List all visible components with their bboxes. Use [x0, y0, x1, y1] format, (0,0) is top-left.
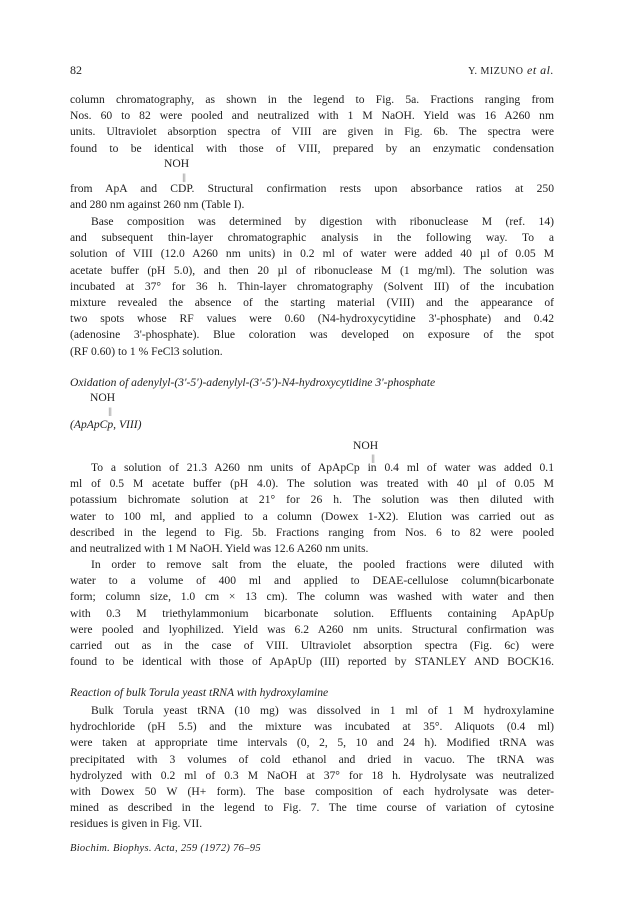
running-head-etal: et al.	[527, 63, 554, 77]
running-head-author: Y. MIZUNO	[468, 66, 524, 77]
text-line: potassium bichromate solution at 21° for 26 h. The solution was then diluted with	[70, 493, 554, 507]
text-line: acetate buffer (pH 5.0), and then 20 µl of ribonuclease M (1 mg/ml). The solution was	[70, 263, 554, 277]
text-line: units. Ultraviolet absorption spectra of VIII are given in Fig. 6b. The spectra were	[70, 125, 554, 139]
text-line: form; column size, 1.0 cm × 13 cm). The column was washed with water and then	[70, 590, 554, 604]
text-line: found to be identical with those of ApApUp (III) reported by STANLEY AND BOCK16.	[70, 655, 554, 669]
text-line: with Dowex 50 W (H+ form). The base composition of each hydrolysate was deter-	[70, 784, 554, 798]
text-line: incubated at 37° for 36 h. Thin-layer chromatography (Solvent III) of the incubation	[70, 279, 554, 293]
text-line: hydrochloride (pH 5.5) and the mixture was incubated at 35°. Aliquots (0.4 ml)	[70, 720, 554, 734]
section-subheading-compound: (ApApCp, VIII)	[70, 418, 142, 431]
paragraph-1-tail	[70, 181, 554, 213]
text-line: Nos. 60 to 82 were pooled and neutralized with 1 M NaOH. Yield was 16 A260 nm	[70, 109, 554, 123]
double-bond-mark: ||	[182, 172, 186, 182]
text-line: Base composition was determined by digestion with ribonuclease M (ref. 14)	[91, 215, 554, 228]
text-line: In order to remove salt from the eluate, the pooled fractions were diluted with	[91, 558, 554, 571]
text-line: found to be identical with those of VIII, prepared by an enzymatic condensation	[70, 141, 554, 155]
text-line: solution of VIII (12.0 A260 nm units) in 0.2 ml of water were added 40 µl of 0.05 M	[70, 247, 554, 261]
text-line: carried out as in the case of VIII. Ultraviolet absorption spectra (Fig. 6c) were	[70, 638, 554, 652]
section-heading-reaction: Reaction of bulk Torula yeast tRNA with hydroxylamine	[70, 686, 329, 699]
text-line: were pooled and lyophilized. Yield was 6.2 A260 nm units. Structural confirmation was	[70, 622, 554, 636]
text-line: two spots whose RF values were 0.60 (N4-hydroxycytidine 3'-phosphate) and 0.42	[70, 312, 554, 326]
text-line: described in the legend to Fig. 5b. Fractions ranging from Nos. 6 to 82 were pooled	[70, 525, 554, 539]
text-line: were taken at appropriate time intervals (0, 2, 5, 10 and 24 h). Modified tRNA was	[70, 736, 554, 750]
double-bond-mark: ||	[108, 406, 112, 416]
text-line: Bulk Torula yeast tRNA (10 mg) was dissolved in 1 ml of 1 M hydroxylamine	[91, 704, 554, 717]
paragraph-3	[70, 460, 554, 557]
text-line: and neutralized with 1 M NaOH. Yield was 12.6 A260 nm units.	[70, 541, 369, 555]
paragraph-2	[70, 214, 554, 360]
double-bond-mark: ||	[371, 453, 375, 463]
text-line: water to a volume of 400 ml and applied to DEAE-cellulose column(bicarbonate	[70, 574, 554, 588]
text-line: mined as described in the legend to Fig. 7. The time course of variation of cytosine	[70, 801, 554, 815]
paragraph-1	[70, 92, 554, 157]
journal-footer: Biochim. Biophys. Acta, 259 (1972) 76–95	[70, 843, 261, 854]
text-line: mixture revealed the absence of the starting material (VIII) and the appearance of	[70, 295, 554, 309]
text-line: precipitated with 3 volumes of cold ethanol and dried in vacuo. The tRNA was	[70, 752, 554, 766]
running-head	[468, 63, 554, 78]
text-line: hydrolyzed with 0.2 ml of 0.3 M NaOH at 37° for 18 h. Hydrolysate was neutralized	[70, 768, 554, 782]
text-line: (RF 0.60) to 1 % FeCl3 solution.	[70, 344, 223, 358]
page-number: 82	[70, 63, 82, 77]
text-line: ml of 0.5 M acetate buffer (pH 4.0). The solution was treated with 40 µl of 0.05 M	[70, 477, 554, 491]
text-line: and subsequent thin-layer chromatographic analysis in the following way. To a	[70, 231, 554, 245]
noh-formula-label: NOH	[353, 439, 379, 452]
text-line: with 0.3 M triethylammonium bicarbonate solution. Effluents containing ApApUp	[70, 606, 554, 620]
noh-formula-label: NOH	[90, 391, 116, 404]
text-line: (adenosine 3'-phosphate). Blue coloration was developed on exposure of the spot	[70, 328, 554, 342]
text-line: water to 100 ml, and applied to a column (Dowex 1-X2). Elution was carried out as	[70, 509, 554, 523]
text-line: and 280 nm against 260 nm (Table I).	[70, 198, 245, 212]
text-line: from ApA and CDP. Structural confirmation rests upon absorbance ratios at 250	[70, 182, 554, 195]
text-line: column chromatography, as shown in the legend to Fig. 5a. Fractions ranging from	[70, 93, 554, 106]
text-line: To a solution of 21.3 A260 nm units of ApApCp in 0.4 ml of water was added 0.1	[91, 461, 554, 474]
text-line: residues is given in Fig. VII.	[70, 817, 203, 831]
paragraph-4	[70, 557, 554, 670]
section-heading-oxidation: Oxidation of adenylyl-(3'-5')-adenylyl-(3'-5')-N4-hydroxycytidine 3'-phosphate	[70, 376, 436, 389]
noh-formula-label: NOH	[164, 157, 190, 170]
paragraph-5	[70, 703, 554, 833]
